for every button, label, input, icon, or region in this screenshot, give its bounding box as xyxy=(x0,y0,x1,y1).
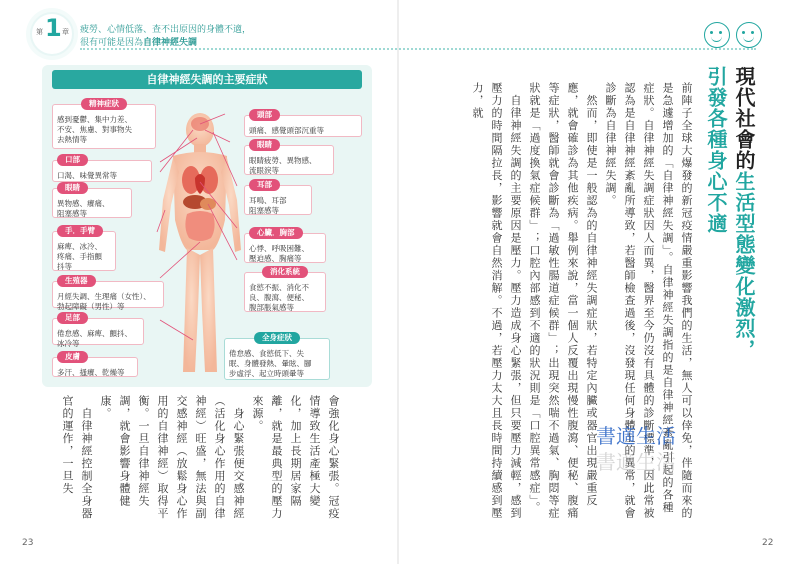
symptom-box-hands xyxy=(52,226,116,271)
left-page-body-text: 會強化身心緊張。冠疫情導致生活產極大變化，加上長期居家隔離，就是最典型的壓力來源。 身心緊張便交感神經（活化身心作用的自律神經）旺盛，無法與副交感神經（放鬆身心作用的自律神經）取得平衡。一旦自律神經失調，就會影響身體健康。 自律神經控制全身器官的運作，一旦失 xyxy=(61,395,340,520)
smiley-icon xyxy=(704,22,730,48)
symptom-text-reproductive: 月經失調、生理痛（女性）、 勃起障礙（男性）等 xyxy=(57,292,151,311)
symptom-text-ear: 耳鳴、耳部 阻塞感等 xyxy=(249,196,287,215)
symptom-box-mental xyxy=(52,99,156,149)
symptom-text-whole-body: 倦怠感、食慾低下、失 眠、身體發熱、暈眩、腳 步虛浮、起立時頭暈等 xyxy=(229,349,312,378)
symptom-box-skin xyxy=(52,352,138,377)
symptom-label-feet: 足部 xyxy=(57,312,88,324)
symptom-text-head: 頭痛、感覺頭部沉重等 xyxy=(249,126,324,135)
chapter-suffix: 章 xyxy=(62,28,69,36)
figure-title: 自律神經失調的主要症狀 xyxy=(52,70,362,89)
symptom-label-head: 頭部 xyxy=(249,109,280,121)
header-dotted-rule xyxy=(80,48,756,50)
smiley-icons xyxy=(704,22,762,48)
page-number-left: 23 xyxy=(22,538,34,548)
symptom-text-heart-lung: 心悸、呼吸困難、 壓迫感、胸痛等 xyxy=(249,244,309,263)
symptom-box-whole-body xyxy=(224,333,330,380)
page-number-right: 22 xyxy=(762,538,774,548)
symptom-text-feet: 倦怠感、麻痺、顫抖、 冰冷等 xyxy=(57,329,132,348)
symptom-text-mental: 感到憂鬱、集中力差、 不安、焦慮、對事物失 去熱情等 xyxy=(57,115,132,144)
symptom-text-eye-right: 眼睛疲勞、異物感、 流眼淚等 xyxy=(249,156,317,175)
symptom-box-mouth xyxy=(52,155,152,182)
symptom-text-mouth: 口渴、味覺異常等 xyxy=(57,171,117,180)
symptom-label-ear: 耳部 xyxy=(249,179,280,191)
symptom-box-ear xyxy=(244,180,312,215)
symptom-text-skin: 多汗、搔癢、乾燥等 xyxy=(57,368,125,377)
chapter-prefix: 第 xyxy=(36,28,43,36)
symptom-label-eye-right: 眼睛 xyxy=(249,139,280,151)
smiley-icon xyxy=(736,22,762,48)
chapter-title-line2-pre: 很有可能是因為 xyxy=(80,38,144,48)
chapter-title-highlight: 自律神經失調 xyxy=(143,38,198,48)
symptom-label-digestive: 消化系統 xyxy=(262,266,308,278)
symptom-text-eye-left: 異物感、癢痛、 阻塞感等 xyxy=(57,199,110,218)
symptom-box-head xyxy=(244,110,362,137)
chapter-title-line1: 疲勞、心情低落、查不出原因的身體不適， xyxy=(80,25,252,35)
symptom-box-eye-left xyxy=(52,183,132,218)
book-gutter xyxy=(397,0,399,564)
symptom-label-mental: 精神症狀 xyxy=(81,98,127,110)
symptom-text-digestive: 食慾不振、消化不 良、腹瀉、便秘、 腹部脹氣感等 xyxy=(249,283,309,312)
symptom-box-feet xyxy=(52,313,144,348)
symptom-label-mouth: 口部 xyxy=(57,154,88,166)
chapter-title-line2 xyxy=(80,35,197,48)
symptom-label-hands: 手．手臂 xyxy=(57,225,103,237)
symptom-box-reproductive xyxy=(52,276,164,311)
section-title-line1-pre: 現代社會的 xyxy=(732,66,756,171)
symptom-box-digestive xyxy=(244,267,326,312)
symptom-text-hands: 麻痺、冰冷、 疼痛、手指顫 抖等 xyxy=(57,242,102,271)
section-title-line1 xyxy=(730,66,759,360)
symptom-label-skin: 皮膚 xyxy=(57,351,88,363)
watermark-faint: 書適生活 xyxy=(596,450,676,474)
symptom-label-heart-lung: 心臟．胸部 xyxy=(249,227,303,239)
section-title-line1-highlight: 生活型態變化激烈， xyxy=(732,171,756,360)
right-page-body-text: 前陣子全球大爆發的新冠疫情嚴重影響我們的生活，無人可以倖免，伴隨而來的是急遽增加的「自律神經失調」。自律神經失調指的是自律神經紊亂引起的各種症狀。自律神經失調症狀因人而異，醫界至今仍沒有具體的診斷標準，因此常被認為是自律神經紊亂所導致，若醫師檢查過後，沒發現任何身體上的異常，就會診斷為自律神經失調。 然而，即使是一般認為的自律神經失調症狀，若特定內臟或器官出現嚴重反應，就會確診為其他疾病。舉例來說，當一個人反覆出現慢性腹瀉、便秘、腹痛等症狀，醫師就會診斷為「過敏性腸道症候群」；出現突然喘不過氣、胸悶等症狀就是「過度換氣症候群」；口腔內部感到不適的狀況則是「口腔異常感症」。 自律神經失調的主要原因是壓力。壓力造成身心緊張，但只要壓力減輕，感到壓力的時間隔拉長，影響就會自然消解。不過，若壓力太大且長時間持續感到壓力，就 xyxy=(471,82,693,520)
symptom-label-eye-left: 眼睛 xyxy=(57,182,88,194)
symptom-label-reproductive: 生殖器 xyxy=(57,275,96,287)
chapter-number: 1 xyxy=(45,14,62,42)
section-title-line2: 引發各種身心不適 xyxy=(704,66,728,234)
watermark: 書適生活 xyxy=(596,424,676,448)
symptom-label-whole-body: 全身症狀 xyxy=(254,332,300,344)
symptom-box-eye-right xyxy=(244,140,334,175)
symptom-box-heart-lung xyxy=(244,228,326,263)
